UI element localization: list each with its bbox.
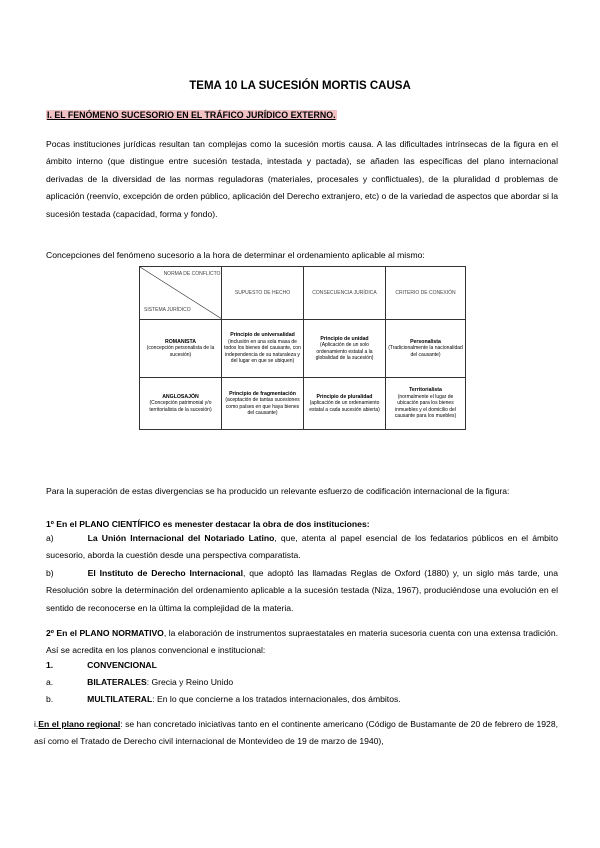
item-b-title: El Instituto de Derecho Internacional: [87, 568, 243, 578]
regional-marker: i.: [34, 719, 39, 729]
item-a2-text: : Grecia y Reino Unido: [146, 677, 234, 687]
item-b-multilateral-line: [46, 694, 558, 704]
item-b2-marker: b.: [46, 694, 54, 704]
item-a-bilaterales-line: [46, 677, 558, 687]
header-criterio: CRITERIO DE CONEXIÓN: [386, 267, 466, 320]
item-a2-title: BILATERALES: [87, 677, 147, 687]
item-a-paragraph: [46, 530, 558, 565]
item-b2-text: : En lo que concierne a los tratados internacionales, dos ámbitos.: [152, 694, 401, 704]
plano-normativo-paragraph: [46, 625, 558, 660]
item-b-text: , que adoptó las llamadas Reglas de Oxford (1880) y, un siglo más tarde, una Resolución sobre la determinación del ordenamiento aplicable a la sucesión testada (Niza, 1967), produciéndose una evolución en el sentido de reconocerse en la última la complejidad de la materia.: [46, 568, 558, 613]
cell-supuesto: Principio de universalidad (inclusión en una sola masa de todos los bienes del causante, con independencia de su naturaleza y del lugar en que se ubiquen): [222, 320, 304, 378]
cell-sistema: ANGLOSAJÓN (Concepción patrimonial y/o territorialista de la sucesión): [140, 378, 222, 430]
table-row: [140, 378, 466, 430]
table-corner-cell: [140, 267, 222, 320]
regional-text: : se han concretado iniciativas tanto en el continente americano (Código de Bustamante de 20 de febrero de 1928, así como el Tratado de Derecho civil internacional de Montevideo de 19 de marzo de 1940),: [34, 719, 558, 747]
corner-bottom-label: SISTEMA JURÍDICO: [144, 307, 191, 313]
cell-criterio: Personalista (Tradicionalmente la nacionalidad del causante): [386, 320, 466, 378]
cell-supuesto: Principio de fragmentación (aceptación de tantas sucesiones como países en que haya bienes del causante): [222, 378, 304, 430]
item-a-text: , que, atenta al papel esencial de los fedatarios públicos en el ámbito sucesorio, aborda la cuestión desde una perspectiva comparatista.: [46, 533, 558, 561]
item-1-text: CONVENCIONAL: [87, 660, 157, 670]
item-1-marker: 1.: [46, 660, 54, 670]
superacion-paragraph: [46, 483, 558, 500]
item-b2-title: MULTILATERAL: [87, 694, 153, 704]
concepciones-table: [139, 266, 466, 430]
item-b-marker: b): [46, 568, 54, 578]
cell-consecuencia: Principio de pluralidad (aplicación de un ordenamiento estatal a cada sucesión abierta): [304, 378, 386, 430]
intro-paragraph: [46, 136, 558, 223]
diagonal-divider: [140, 267, 222, 319]
item-a-marker: a): [46, 533, 54, 543]
item-a2-marker: a.: [46, 677, 54, 687]
corner-top-label: NORMA DE CONFLICTO: [163, 271, 221, 277]
page-title: TEMA 10 LA SUCESIÓN MORTIS CAUSA: [189, 80, 411, 92]
regional-title: En el plano regional: [38, 719, 121, 729]
cell-criterio: Territorialista (normalmente el lugar de ubicación para los bienes inmuebles y el domicilio del causante para los muebles): [386, 378, 466, 430]
concepciones-text: Concepciones del fenómeno sucesorio a la hora de determinar el ordenamiento aplicable al mismo:: [46, 250, 425, 260]
item-b-paragraph: [46, 565, 558, 617]
cell-consecuencia: Principio de unidad (Aplicación de un solo ordenamiento estatal a la globalidad de la sucesión): [304, 320, 386, 378]
section-heading: I. EL FENÓMENO SUCESORIO EN EL TRÁFICO JURÍDICO EXTERNO.: [47, 110, 336, 120]
table-row: [140, 320, 466, 378]
item-1-line: [46, 660, 558, 670]
plano-normativo-heading: 2º En el PLANO NORMATIVO: [46, 628, 164, 638]
item-a-title: La Unión Internacional del Notariado Latino: [87, 533, 275, 543]
header-consecuencia: CONSECUENCIA JURÍDICA: [304, 267, 386, 320]
regional-paragraph: [34, 716, 558, 751]
plano-normativo-text: , la elaboración de instrumentos supraestatales en materia sucesoria cuenta con una extensa tradición. Así se acredita en los planos convencional e institucional:: [46, 628, 558, 656]
intro-text: Pocas instituciones jurídicas resultan tan complejas como la sucesión mortis causa. A las dificultades intrínsecas de la figura en el ámbito interno (que distingue entre sucesión testada, intestada y pactada), se añaden las específicas del plano internacional derivadas de la diversidad de las normas reguladoras (materiales, procesales y conflictuales), de la pluralidad d problemas de aplicación (reenvío, excepción de orden público, aplicación del Derecho extranjero, etc) o de la variedad de aspectos que abordar si la sucesión testada (capacidad, forma y fondo).: [46, 139, 558, 219]
table-header-row: [140, 267, 466, 320]
superacion-text: Para la superación de estas divergencias se ha producido un relevante esfuerzo de codificación internacional de la figura:: [46, 486, 510, 496]
header-supuesto: SUPUESTO DE HECHO: [222, 267, 304, 320]
cell-sistema: ROMANISTA (concepción personalista de la sucesión): [140, 320, 222, 378]
plano-cientifico-heading: 1º En el PLANO CIENTÍFICO es menester destacar la obra de dos instituciones:: [46, 519, 370, 529]
